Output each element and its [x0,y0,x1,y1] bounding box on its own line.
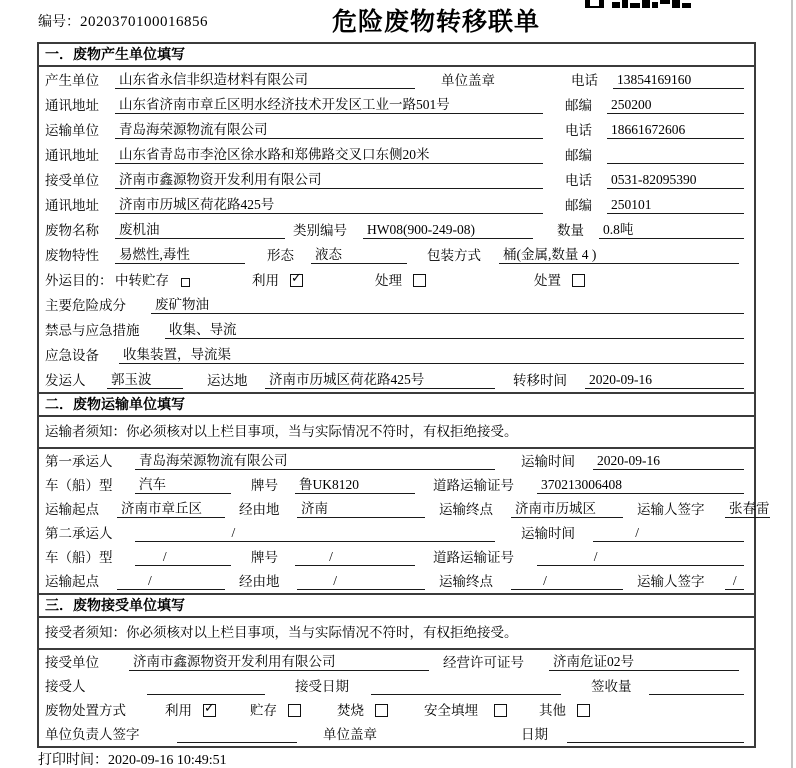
blank-field [567,726,744,743]
form-row [39,521,754,545]
field-label: 其他 [539,703,566,718]
form-row [39,569,754,593]
field-value: 张春雷 [725,500,770,518]
checkbox-unchecked [181,278,190,287]
field-label: 焚烧 [337,703,364,718]
field-label: 处置 [534,273,561,288]
checkbox-unchecked [413,274,426,287]
field-value: 青岛海荣源物流有限公司 [135,452,495,470]
field-value: 济南市鑫源物资开发利用有限公司 [115,171,543,189]
doc-number [38,11,208,31]
field-label: 车（船）型 [45,550,113,565]
field-label: 应急设备 [45,348,99,363]
field-label: 单位负责人签字 [45,727,140,742]
field-value: / [725,572,744,590]
field-value: 济南市历城区 [511,500,623,518]
checkbox-unchecked [494,704,507,717]
notice-text: 接受者须知：你必须核对以上栏目事项，当与实际情况不符时，有权拒绝接受。 [39,618,754,650]
section-header: 一．废物产生单位填写 [39,44,754,67]
field-label: 数量 [557,223,584,238]
field-label: 接受人 [45,679,86,694]
field-label: 签收量 [591,679,632,694]
checkbox-checked [290,274,303,287]
field-value: 18661672606 [607,121,744,139]
form-row [39,722,754,746]
field-label: 电话 [571,73,598,88]
blank-field [371,678,561,695]
field-label: 贮存 [250,703,277,718]
field-value: 郭玉波 [107,371,183,389]
field-value: 济南市鑫源物资开发利用有限公司 [129,653,429,671]
form-row [39,142,754,167]
field-label: 主要危险成分 [45,298,126,313]
field-value: 13854169160 [613,71,744,89]
checkbox-unchecked [375,704,388,717]
field-label: 运输人签字 [637,502,705,517]
field-label: 废物名称 [45,223,99,238]
field-value: / [297,572,425,590]
form-row [39,267,754,292]
field-value: HW08(900-249-08) [363,221,533,239]
page-title: 危险废物转移联单 [332,8,541,36]
field-value: / [511,572,623,590]
form-row [39,473,754,497]
field-label: 外运目的： [45,273,113,288]
field-label: 电话 [565,123,592,138]
field-value: / [135,548,231,566]
field-label: 邮编 [565,148,592,163]
checkbox-checked [203,704,216,717]
field-label: 道路运输证号 [433,550,514,565]
qr-code-fragment [585,0,691,9]
field-label: 运输起点 [45,502,99,517]
field-label: 运输终点 [439,574,493,589]
field-label: 运输人签字 [637,574,705,589]
checkbox-unchecked [288,704,301,717]
form-row [39,292,754,317]
field-label: 安全填埋 [424,703,478,718]
field-value: 液态 [311,246,407,264]
form-table [37,42,770,748]
field-value: 山东省青岛市李沧区徐水路和郑佛路交叉口东侧20米 [115,146,543,164]
field-label: 经由地 [239,502,280,517]
notice-text: 运输者须知：你必须核对以上栏目事项，当与实际情况不符时，有权拒绝接受。 [39,417,754,449]
field-label: 形态 [267,248,294,263]
field-label: 运输起点 [45,574,99,589]
field-value: 济南市历城区荷花路425号 [265,371,495,389]
form-row [39,545,754,569]
field-label: 发运人 [45,373,86,388]
field-value: 山东省济南市章丘区明水经济技术开发区工业一路501号 [115,96,543,114]
field-label: 经营许可证号 [443,655,524,670]
field-label: 日期 [521,727,548,742]
blank-field [607,147,744,164]
print-time-label: 打印时间： [38,753,108,768]
field-value: 济南市章丘区 [117,500,225,518]
form-row [39,242,754,267]
form-row [39,92,754,117]
field-value: 鲁UK8120 [295,476,415,494]
field-value: 0.8吨 [599,221,744,239]
form-row [39,497,770,521]
field-value: / [135,524,495,542]
form-row [39,317,754,342]
field-value: 济南危证02号 [549,653,739,671]
field-label: 运输终点 [439,502,493,517]
field-label: 包装方式 [427,248,481,263]
field-value: 汽车 [135,476,231,494]
field-label: 第二承运人 [45,526,113,541]
print-time [38,749,227,768]
section-header: 三．废物接受单位填写 [39,593,754,618]
form-row [39,342,754,367]
field-label: 经由地 [239,574,280,589]
form-row [39,117,754,142]
form-row [39,167,754,192]
field-label: 接受单位 [45,173,99,188]
scrollbar-track[interactable] [791,0,793,768]
field-label: 电话 [565,173,592,188]
field-label: 运输时间 [521,454,575,469]
form-row [39,698,754,722]
field-value: 250101 [607,196,744,214]
field-value: 2020-09-16 [593,452,744,470]
print-time-value: 2020-09-16 10:49:51 [108,753,227,768]
field-label: 废物处置方式 [45,703,126,718]
field-label: 类别编号 [293,223,347,238]
field-label: 第一承运人 [45,454,113,469]
checkbox-unchecked [577,704,590,717]
field-label: 单位盖章 [323,727,377,742]
field-value: 桶(金属,数量 4 ) [499,246,739,264]
field-value: 370213006408 [537,476,744,494]
field-value: 废机油 [115,221,285,239]
field-label: 接受单位 [45,655,99,670]
field-value: 济南市历城区荷花路425号 [115,196,543,214]
form-row [39,192,754,217]
field-label: 禁忌与应急措施 [45,323,140,338]
doc-number-label: 编号： [38,15,80,30]
field-value: / [295,548,415,566]
field-label: 转移时间 [513,373,567,388]
field-label: 处理 [375,273,402,288]
static-text: 单位盖章 [441,73,495,88]
form-row [39,449,754,473]
checkbox-unchecked [572,274,585,287]
doc-number-value: 2020370100016856 [80,14,208,30]
field-label: 邮编 [565,198,592,213]
field-value: / [117,572,225,590]
field-label: 运输单位 [45,123,99,138]
blank-field [177,726,297,743]
field-label: 中转贮存 [115,273,169,288]
field-label: 车（船）型 [45,478,113,493]
field-label: 运输时间 [521,526,575,541]
field-label: 通讯地址 [45,148,99,163]
field-label: 邮编 [565,98,592,113]
field-label: 废物特性 [45,248,99,263]
field-label: 牌号 [251,478,278,493]
form-row [39,650,754,674]
field-value: 收集装置，导流渠 [119,346,744,364]
field-value: 2020-09-16 [585,371,744,389]
field-label: 通讯地址 [45,198,99,213]
form-row [39,67,754,92]
field-value: 济南 [297,500,425,518]
blank-field [147,678,265,695]
form-row [39,674,754,698]
field-value: / [593,524,744,542]
field-value: 收集、导流 [165,321,744,339]
field-label: 利用 [165,703,192,718]
field-value: 250200 [607,96,744,114]
field-value: 0531-82095390 [607,171,744,189]
section-header: 二．废物运输单位填写 [39,392,754,417]
blank-field [649,678,744,695]
field-label: 运达地 [207,373,248,388]
form-row [39,217,754,242]
field-label: 产生单位 [45,73,99,88]
field-label: 牌号 [251,550,278,565]
field-label: 利用 [252,273,279,288]
field-value: 废矿物油 [151,296,744,314]
field-value: / [537,548,744,566]
field-label: 道路运输证号 [433,478,514,493]
field-value: 山东省永信非织造材料有限公司 [115,71,415,89]
field-label: 通讯地址 [45,98,99,113]
field-value: 易燃性,毒性 [115,246,245,264]
field-label: 接受日期 [295,679,349,694]
field-value: 青岛海荣源物流有限公司 [115,121,543,139]
form-row [39,367,754,392]
